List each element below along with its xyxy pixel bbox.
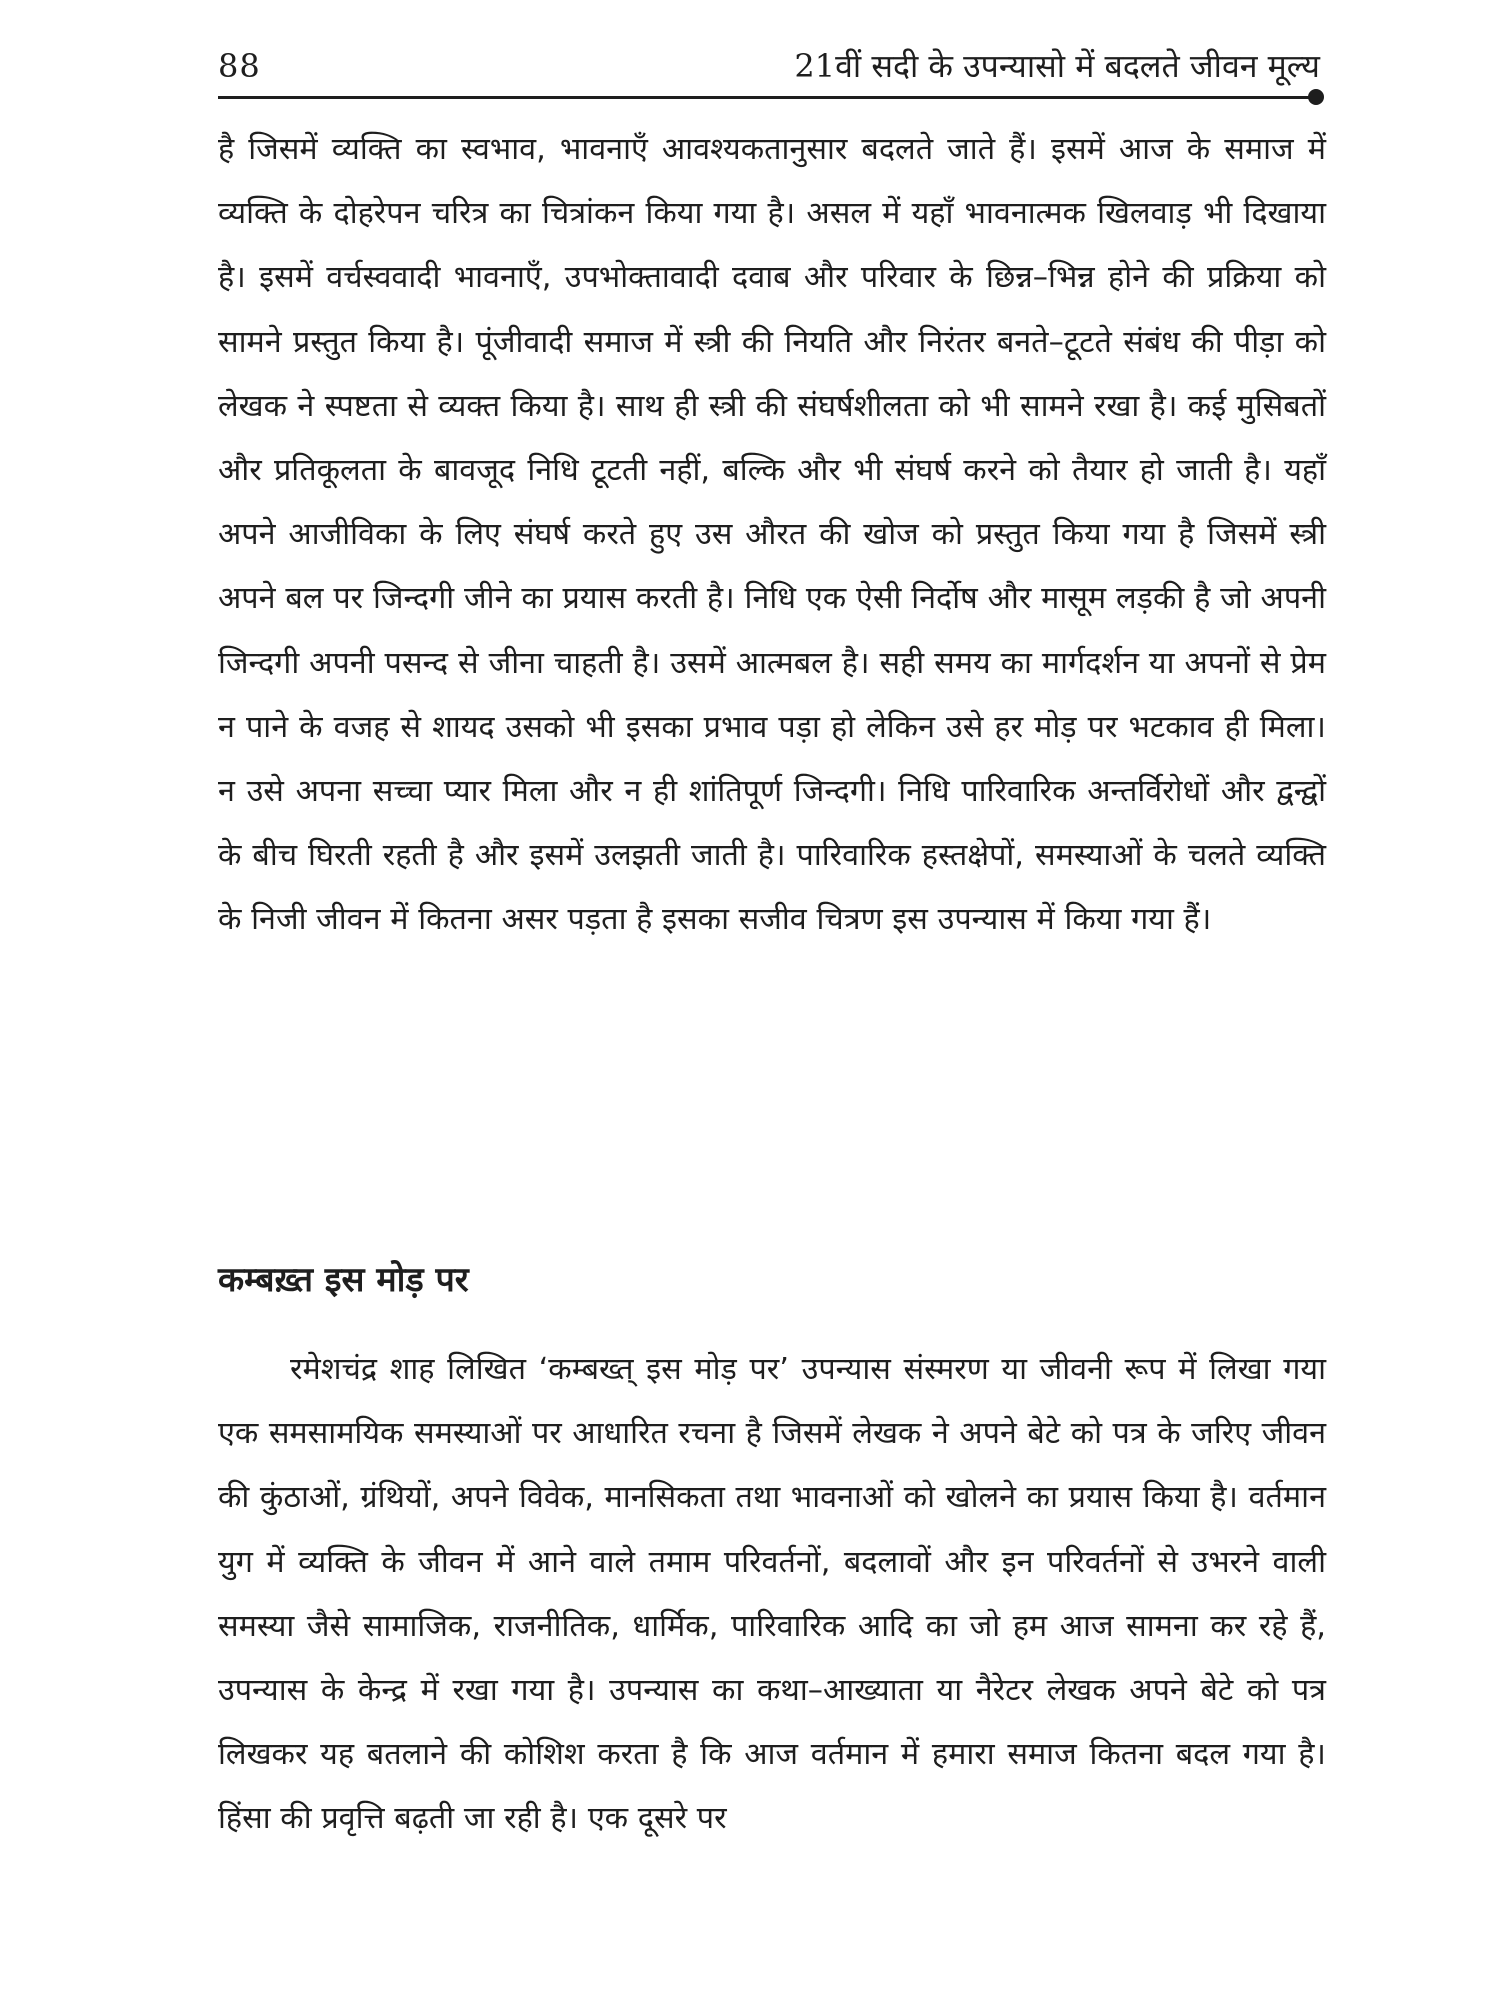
- book-title: 21वीं सदी के उपन्यासो में बदलते जीवन मूल्य: [794, 47, 1320, 85]
- header-rule-end-dot: [1308, 89, 1324, 105]
- body-paragraph-2: रमेशचंद्र शाह लिखित ‘कम्बख्त् इस मोड़ पर’ उपन्यास संस्मरण या जीवनी रूप में लिखा गया एक समसामयिक समस्याओं पर आधारित रचना है जिसमें लेखक ने अपने बेटे को पत्र के जरिए जीवन की कुंठाओं, ग्रंथियों, अपने विवेक, मानसिकता तथा भावनाओं को खोलने का प्रयास किया है। वर्तमान युग में व्यक्ति के जीवन में आने वाले तमाम परिवर्तनों, बदलावों और इन परिवर्तनों से उभरने वाली समस्या जैसे सामाजिक, राजनीतिक, धार्मिक, पारिवारिक आदि का जो हम आज सामना कर रहे हैं, उपन्यास के केन्द्र में रखा गया है। उपन्यास का कथा–आख्याता या नैरेटर लेखक अपने बेटे को पत्र लिखकर यह बतलाने की कोशिश करता है कि आज वर्तमान में हमारा समाज कितना बदल गया है। हिंसा की प्रवृत्ति बढ़ती जा रही है। एक दूसरे पर: [218, 1352, 1326, 1837]
- running-head: [218, 44, 1326, 100]
- section-heading: कम्बख़्त इस मोड़ पर: [218, 1260, 469, 1300]
- page-number: 88: [218, 47, 261, 85]
- body-paragraph-1: है जिसमें व्यक्ति का स्वभाव, भावनाएँ आवश्यकतानुसार बदलते जाते हैं। इसमें आज के समाज में व्यक्ति के दोहरेपन चरित्र का चित्रांकन किया गया है। असल में यहाँ भावनात्मक खिलवाड़ भी दिखाया है। इसमें वर्चस्ववादी भावनाएँ, उपभोक्तावादी दवाब और परिवार के छिन्न–भिन्न होने की प्रक्रिया को सामने प्रस्तुत किया है। पूंजीवादी समाज में स्त्री की नियति और निरंतर बनते–टूटते संबंध की पीड़ा को लेखक ने स्पष्टता से व्यक्त किया है। साथ ही स्त्री की संघर्षशीलता को भी सामने रखा है। कई मुसिबतों और प्रतिकूलता के बावजूद निधि टूटती नहीं, बल्कि और भी संघर्ष करने को तैयार हो जाती है। यहाँ अपने आजीविका के लिए संघर्ष करते हुए उस औरत की खोज को प्रस्तुत किया गया है जिसमें स्त्री अपने बल पर जिन्दगी जीने का प्रयास करती है। निधि एक ऐसी निर्दोष और मासूम लड़की है जो अपनी जिन्दगी अपनी पसन्द से जीना चाहती है। उसमें आत्मबल है। सही समय का मार्गदर्शन या अपनों से प्रेम न पाने के वजह से शायद उसको भी इसका प्रभाव पड़ा हो लेकिन उसे हर मोड़ पर भटकाव ही मिला। न उसे अपना सच्चा प्यार मिला और न ही शांतिपूर्ण जिन्दगी। निधि पारिवारिक अन्तर्विरोधों और द्वन्द्वों के बीच घिरती रहती है और इसमें उलझती जाती है। पारिवारिक हस्तक्षेपों, समस्याओं के चलते व्यक्ति के निजी जीवन में कितना असर पड़ता है इसका सजीव चित्रण इस उपन्यास में किया गया हैं।: [218, 132, 1326, 938]
- header-rule: [218, 96, 1310, 99]
